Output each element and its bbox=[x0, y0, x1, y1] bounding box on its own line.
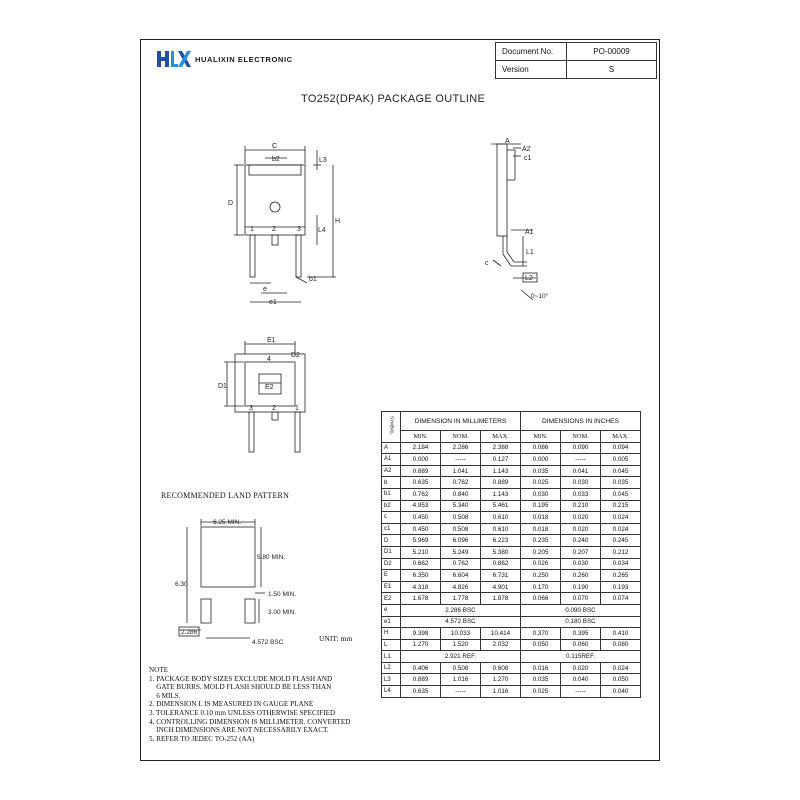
value-cell: 0.889 bbox=[401, 674, 441, 686]
symbol-cell: c bbox=[382, 512, 401, 524]
land-pattern-drawing bbox=[175, 519, 296, 646]
front-lead-1 bbox=[250, 235, 255, 277]
side-body bbox=[497, 144, 507, 236]
symbol-header: SYMBOL bbox=[382, 412, 401, 443]
label-a: A bbox=[505, 138, 510, 145]
symbol-cell: e1 bbox=[382, 616, 401, 628]
symbol-cell: b bbox=[382, 477, 401, 489]
land-pattern-title: RECOMMENDED LAND PATTERN bbox=[161, 491, 290, 500]
land-pad-2 bbox=[245, 599, 255, 623]
value-cell: 0.608 bbox=[481, 662, 521, 674]
value-cell: 0.260 bbox=[561, 570, 601, 582]
note-line: 4. CONTROLLING DIMENSION IS MILLIMETER. CONVERTED bbox=[149, 717, 351, 726]
label-pad4: 4 bbox=[267, 356, 271, 363]
value-cell: 0.210 bbox=[561, 500, 601, 512]
value-cell: 0.050 bbox=[601, 674, 641, 686]
land-width-label: 6.25 MIN. bbox=[213, 519, 242, 526]
value-cell: 0.889 bbox=[481, 477, 521, 489]
value-cell: 2.184 bbox=[401, 442, 441, 454]
inch-span-cell: 0.115REF. bbox=[521, 651, 641, 663]
table-row bbox=[382, 651, 641, 663]
label-h: H bbox=[335, 218, 341, 225]
value-cell: 10.033 bbox=[441, 628, 481, 640]
symbol-cell: D bbox=[382, 535, 401, 547]
value-cell: 0.235 bbox=[521, 535, 561, 547]
value-cell: 0.889 bbox=[401, 465, 441, 477]
note-line: 3. TOLERANCE 0.10 mm UNLESS OTHERWISE SPECIFIED bbox=[149, 708, 336, 717]
datasheet-page bbox=[140, 39, 660, 761]
symbol-cell: E2 bbox=[382, 593, 401, 605]
value-cell: 0.862 bbox=[481, 558, 521, 570]
symbol-cell: L bbox=[382, 639, 401, 651]
label-bottom-pin2: 2 bbox=[272, 405, 276, 412]
value-cell: 0.610 bbox=[481, 512, 521, 524]
inch-header: DIMENSIONS IN INCHES bbox=[521, 412, 641, 431]
value-cell: 0.040 bbox=[601, 686, 641, 698]
in-min-header: MIN. bbox=[521, 431, 561, 443]
land-pad-main bbox=[201, 527, 255, 587]
value-cell: 6.604 bbox=[441, 570, 481, 582]
value-cell: 0.026 bbox=[521, 558, 561, 570]
bottom-lead-2 bbox=[272, 412, 278, 420]
inch-span-cell: 0.180 BSC bbox=[521, 616, 641, 628]
front-view bbox=[228, 143, 340, 306]
land-pad-width-label: 1.50 MIN. bbox=[268, 591, 297, 598]
label-d: D bbox=[228, 200, 234, 207]
value-cell: 0.090 bbox=[561, 442, 601, 454]
note-line: 1. PACKAGE BODY SIZES EXCLUDE MOLD FLASH AND bbox=[149, 674, 333, 683]
value-cell: 1.143 bbox=[481, 465, 521, 477]
value-cell: 0.265 bbox=[601, 570, 641, 582]
label-e2: E2 bbox=[265, 384, 274, 391]
in-nom-header: NOM. bbox=[561, 431, 601, 443]
value-cell: 0.250 bbox=[521, 570, 561, 582]
page-title: TO252(DPAK) PACKAGE OUTLINE bbox=[301, 93, 486, 105]
value-cell: ----- bbox=[441, 454, 481, 466]
note-line: 2. DIMENSION L IS MEASURED IN GAUGE PLANE bbox=[149, 700, 314, 709]
label-pin2: 2 bbox=[272, 226, 276, 233]
symbol-cell: c1 bbox=[382, 523, 401, 535]
value-cell: 0.094 bbox=[601, 442, 641, 454]
table-row bbox=[382, 593, 641, 605]
value-cell: 6.096 bbox=[441, 535, 481, 547]
table-row bbox=[382, 558, 641, 570]
symbol-cell: A2 bbox=[382, 465, 401, 477]
front-hole bbox=[270, 202, 280, 212]
value-cell: 0.024 bbox=[601, 512, 641, 524]
value-cell: 0.020 bbox=[561, 523, 601, 535]
value-cell: 0.030 bbox=[561, 477, 601, 489]
mm-min-header: MIN. bbox=[401, 431, 441, 443]
table-row bbox=[382, 488, 641, 500]
in-max-header: MAX. bbox=[601, 431, 641, 443]
value-cell: 5.210 bbox=[401, 546, 441, 558]
table-row bbox=[382, 686, 641, 698]
table-row bbox=[382, 674, 641, 686]
value-cell: 2.032 bbox=[481, 639, 521, 651]
table-row bbox=[382, 581, 641, 593]
land-span-label: 4.572 BSC bbox=[252, 639, 284, 646]
label-e1-bottom: E1 bbox=[267, 337, 276, 344]
value-cell: 0.045 bbox=[601, 488, 641, 500]
value-cell: ----- bbox=[561, 686, 601, 698]
notes-section bbox=[149, 666, 350, 743]
land-pitch-label: 2.286 bbox=[181, 629, 198, 636]
table-row bbox=[382, 546, 641, 558]
value-cell: 0.508 bbox=[441, 512, 481, 524]
mm-span-cell: 2.921 REF. bbox=[401, 651, 521, 663]
value-cell: 0.127 bbox=[481, 454, 521, 466]
label-l4: L4 bbox=[318, 227, 326, 234]
bottom-lead-1 bbox=[295, 412, 300, 452]
value-cell: 5.249 bbox=[441, 546, 481, 558]
value-cell: 5.340 bbox=[441, 500, 481, 512]
label-c: c bbox=[485, 260, 489, 267]
value-cell: 1.270 bbox=[481, 674, 521, 686]
value-cell: 0.000 bbox=[521, 454, 561, 466]
value-cell: 0.018 bbox=[521, 512, 561, 524]
table-row bbox=[382, 442, 641, 454]
note-line: INCH DIMENSIONS ARE NOT NECESSARILY EXACT. bbox=[149, 726, 329, 735]
table-row bbox=[382, 628, 641, 640]
bottom-lead-3 bbox=[249, 412, 254, 452]
value-cell: 0.086 bbox=[521, 442, 561, 454]
value-cell: 0.035 bbox=[521, 465, 561, 477]
value-cell: ----- bbox=[561, 454, 601, 466]
value-cell: 5.461 bbox=[481, 500, 521, 512]
value-cell: 6.350 bbox=[401, 570, 441, 582]
mm-header: DIMENSION IN MILLIMETERS bbox=[401, 412, 521, 431]
symbol-cell: E bbox=[382, 570, 401, 582]
symbol-cell: A1 bbox=[382, 454, 401, 466]
label-l3: L3 bbox=[319, 157, 327, 164]
value-cell: 1.678 bbox=[401, 593, 441, 605]
value-cell: 0.074 bbox=[601, 593, 641, 605]
table-row bbox=[382, 465, 641, 477]
value-cell: 1.041 bbox=[441, 465, 481, 477]
value-cell: 4.318 bbox=[401, 581, 441, 593]
label-b1: b1 bbox=[309, 276, 317, 283]
front-tab bbox=[249, 165, 301, 175]
mm-span-cell: 4.572 BSC bbox=[401, 616, 521, 628]
value-cell: 0.025 bbox=[521, 686, 561, 698]
value-cell: 6.731 bbox=[481, 570, 521, 582]
value-cell: 6.223 bbox=[481, 535, 521, 547]
symbol-cell: L2 bbox=[382, 662, 401, 674]
value-cell: 0.034 bbox=[601, 558, 641, 570]
value-cell: 0.170 bbox=[521, 581, 561, 593]
value-cell: 0.762 bbox=[441, 558, 481, 570]
value-cell: 0.045 bbox=[601, 465, 641, 477]
value-cell: 4.953 bbox=[401, 500, 441, 512]
note-line: GATE BURRS. MOLD FLASH SHOULD BE LESS THAN bbox=[149, 683, 332, 692]
value-cell: 0.080 bbox=[601, 639, 641, 651]
label-bottom-pin3: 3 bbox=[249, 405, 253, 412]
symbol-cell: b1 bbox=[382, 488, 401, 500]
value-cell: 1.878 bbox=[481, 593, 521, 605]
version-value: S bbox=[567, 61, 657, 79]
value-cell: 0.395 bbox=[561, 628, 601, 640]
table-row bbox=[382, 570, 641, 582]
value-cell: 0.240 bbox=[561, 535, 601, 547]
value-cell: 0.370 bbox=[521, 628, 561, 640]
doc-no-value: PO-00009 bbox=[567, 43, 657, 61]
value-cell: 0.195 bbox=[521, 500, 561, 512]
value-cell: 0.050 bbox=[521, 639, 561, 651]
value-cell: 0.024 bbox=[601, 662, 641, 674]
symbol-cell: D1 bbox=[382, 546, 401, 558]
value-cell: 0.066 bbox=[521, 593, 561, 605]
label-angle: 0~10° bbox=[531, 293, 549, 300]
value-cell: 0.033 bbox=[561, 488, 601, 500]
table-row bbox=[382, 512, 641, 524]
front-lead-3 bbox=[296, 235, 301, 277]
label-e1: e1 bbox=[269, 299, 277, 306]
table-row bbox=[382, 604, 641, 616]
value-cell: 0.018 bbox=[521, 523, 561, 535]
land-total-label: 6.30 bbox=[175, 581, 188, 588]
value-cell: 0.030 bbox=[521, 488, 561, 500]
value-cell: 2.286 bbox=[441, 442, 481, 454]
value-cell: ----- bbox=[441, 686, 481, 698]
label-a2: A2 bbox=[522, 146, 531, 153]
label-bottom-pin1: 1 bbox=[295, 405, 299, 412]
value-cell: 9.398 bbox=[401, 628, 441, 640]
symbol-cell: L1 bbox=[382, 651, 401, 663]
value-cell: 0.215 bbox=[601, 500, 641, 512]
value-cell: 0.060 bbox=[561, 639, 601, 651]
land-pad-1 bbox=[201, 599, 211, 623]
brand-name: HUALIXIN ELECTRONIC bbox=[195, 54, 293, 64]
value-cell: 0.070 bbox=[561, 593, 601, 605]
value-cell: 0.020 bbox=[561, 662, 601, 674]
value-cell: 0.000 bbox=[401, 454, 441, 466]
value-cell: 0.207 bbox=[561, 546, 601, 558]
label-e: e bbox=[263, 286, 267, 293]
value-cell: 0.450 bbox=[401, 512, 441, 524]
value-cell: 0.245 bbox=[601, 535, 641, 547]
label-l2: L2 bbox=[525, 275, 533, 282]
table-row bbox=[382, 500, 641, 512]
value-cell: 0.190 bbox=[561, 581, 601, 593]
value-cell: 0.762 bbox=[441, 477, 481, 489]
value-cell: 0.635 bbox=[401, 477, 441, 489]
symbol-cell: L4 bbox=[382, 686, 401, 698]
label-c1: c1 bbox=[524, 155, 532, 162]
inch-span-cell: 0.090 BSC bbox=[521, 604, 641, 616]
table-row bbox=[382, 662, 641, 674]
table-row bbox=[382, 616, 641, 628]
value-cell: 0.035 bbox=[601, 477, 641, 489]
value-cell: 1.016 bbox=[441, 674, 481, 686]
land-height-label: 5.80 MIN. bbox=[257, 554, 286, 561]
symbol-cell: L3 bbox=[382, 674, 401, 686]
label-b2: b2 bbox=[272, 156, 280, 163]
note-line: 6 MILS. bbox=[149, 691, 181, 700]
symbol-cell: E1 bbox=[382, 581, 401, 593]
note-line: 5. REFER TO JEDEC TO-252 (AA) bbox=[149, 734, 255, 743]
version-label: Version bbox=[496, 61, 567, 79]
symbol-cell: b2 bbox=[382, 500, 401, 512]
symbol-cell: D2 bbox=[382, 558, 401, 570]
table-row bbox=[382, 639, 641, 651]
table-row bbox=[382, 535, 641, 547]
value-cell: 0.005 bbox=[601, 454, 641, 466]
symbol-cell: A bbox=[382, 442, 401, 454]
value-cell: 0.025 bbox=[521, 477, 561, 489]
label-pin3: 3 bbox=[297, 226, 301, 233]
value-cell: 0.035 bbox=[521, 674, 561, 686]
mm-nom-header: NOM. bbox=[441, 431, 481, 443]
mm-max-header: MAX. bbox=[481, 431, 521, 443]
value-cell: 1.270 bbox=[401, 639, 441, 651]
table-row bbox=[382, 454, 641, 466]
value-cell: 1.778 bbox=[441, 593, 481, 605]
mm-span-cell: 2.286 BSC bbox=[401, 604, 521, 616]
value-cell: 1.143 bbox=[481, 488, 521, 500]
value-cell: 0.662 bbox=[401, 558, 441, 570]
unit-label: UNIT: mm bbox=[319, 634, 353, 643]
value-cell: 5.380 bbox=[481, 546, 521, 558]
value-cell: 0.030 bbox=[561, 558, 601, 570]
value-cell: 2.388 bbox=[481, 442, 521, 454]
value-cell: 0.016 bbox=[521, 662, 561, 674]
value-cell: 0.040 bbox=[561, 674, 601, 686]
dimension-table bbox=[381, 411, 641, 698]
value-cell: 0.610 bbox=[481, 523, 521, 535]
symbol-cell: H bbox=[382, 628, 401, 640]
value-cell: 0.450 bbox=[401, 523, 441, 535]
value-cell: 1.016 bbox=[481, 686, 521, 698]
front-lead-2 bbox=[272, 235, 278, 245]
table-row bbox=[382, 477, 641, 489]
value-cell: 4.826 bbox=[441, 581, 481, 593]
value-cell: 0.205 bbox=[521, 546, 561, 558]
front-body bbox=[245, 165, 305, 235]
value-cell: 0.041 bbox=[561, 465, 601, 477]
doc-no-label: Document No. bbox=[496, 43, 567, 61]
value-cell: 0.020 bbox=[561, 512, 601, 524]
value-cell: 0.410 bbox=[601, 628, 641, 640]
value-cell: 4.901 bbox=[481, 581, 521, 593]
value-cell: 0.762 bbox=[401, 488, 441, 500]
label-l1: L1 bbox=[526, 249, 534, 256]
symbol-cell: e bbox=[382, 604, 401, 616]
value-cell: 0.635 bbox=[401, 686, 441, 698]
value-cell: 0.406 bbox=[401, 662, 441, 674]
value-cell: 0.212 bbox=[601, 546, 641, 558]
label-d2: D2 bbox=[291, 352, 300, 359]
label-c-top: C bbox=[272, 143, 278, 150]
value-cell: 0.024 bbox=[601, 523, 641, 535]
value-cell: 0.840 bbox=[441, 488, 481, 500]
value-cell: 10.414 bbox=[481, 628, 521, 640]
land-pad-height-label: 3.00 MIN. bbox=[268, 609, 297, 616]
value-cell: 0.193 bbox=[601, 581, 641, 593]
value-cell: 0.508 bbox=[441, 523, 481, 535]
label-pin1: 1 bbox=[250, 226, 254, 233]
label-d1: D1 bbox=[218, 383, 227, 390]
value-cell: 5.969 bbox=[401, 535, 441, 547]
value-cell: 1.520 bbox=[441, 639, 481, 651]
notes-title: NOTE bbox=[149, 666, 169, 674]
side-view bbox=[485, 138, 549, 300]
value-cell: 0.508 bbox=[441, 662, 481, 674]
table-row bbox=[382, 523, 641, 535]
label-a1: A1 bbox=[525, 229, 534, 236]
bottom-view bbox=[218, 337, 305, 452]
